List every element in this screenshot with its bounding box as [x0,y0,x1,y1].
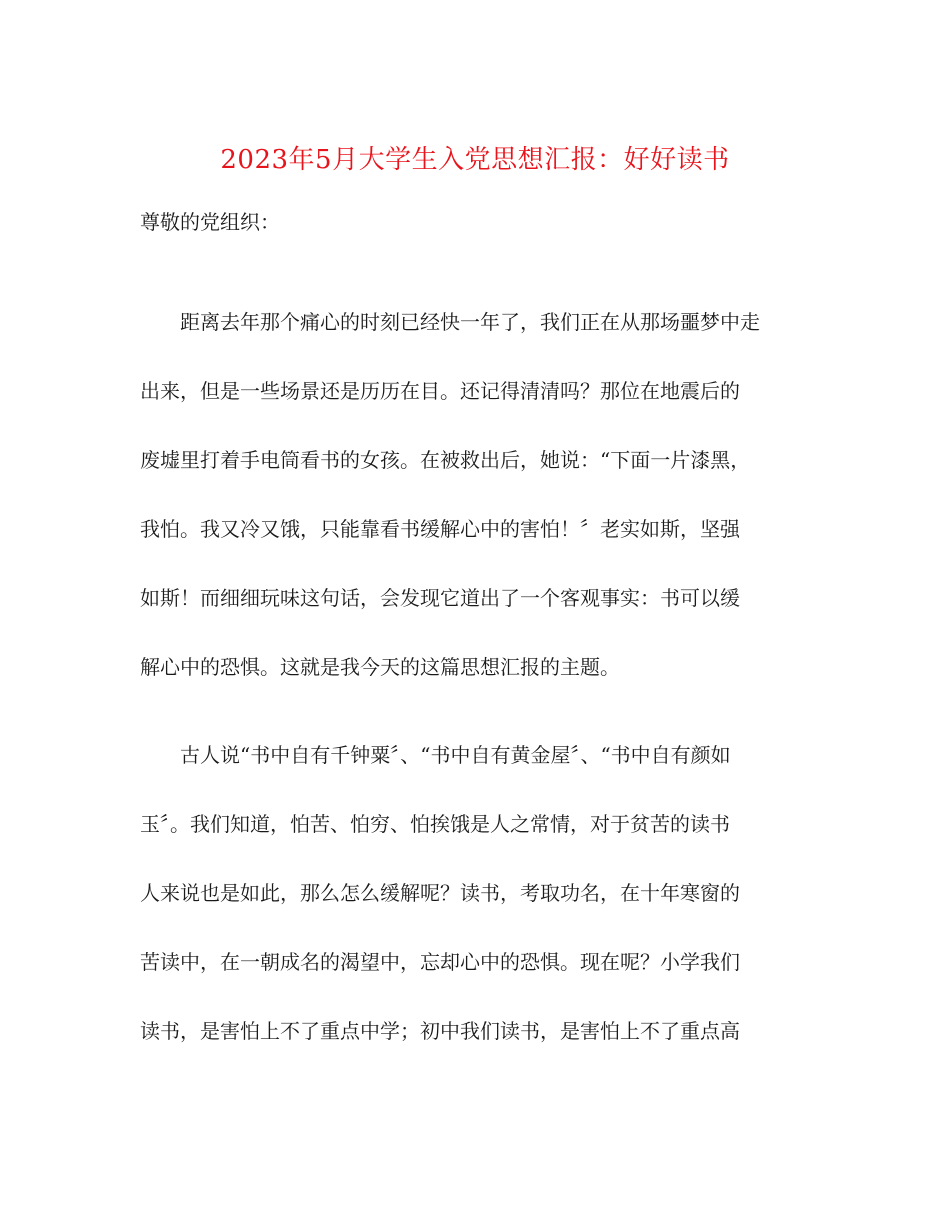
paragraph-line: 废墟里打着手电筒看书的女孩。在被救出后，她说：“下面一片漆黑， [140,448,751,472]
paragraph-line: 出来，但是一些场景还是历历在目。还记得清清吗？那位在地震后的 [140,379,740,403]
paragraph-line: 玉〞。我们知道，怕苦、怕穷、怕挨饿是人之常情，对于贫苦的读书 [140,812,730,836]
paragraph-line: 人来说也是如此，那么怎么缓解呢？读书，考取功名，在十年寒窗的 [140,881,740,905]
document-title: 2023年5月大学生入党思想汇报：好好读书 [220,145,730,175]
paragraph-line: 古人说“书中自有千钟粟〞、“书中自有黄金屋〞、“书中自有颜如 [180,743,731,767]
paragraph-line: 读书，是害怕上不了重点中学；初中我们读书，是害怕上不了重点高 [140,1019,740,1043]
paragraph-line: 距离去年那个痛心的时刻已经快一年了，我们正在从那场噩梦中走 [180,310,760,334]
paragraph-line: 苦读中，在一朝成名的渴望中，忘却心中的恐惧。现在呢？小学我们 [140,950,740,974]
paragraph-line: 我怕。我又冷又饿，只能靠看书缓解心中的害怕！〞老实如斯，坚强 [140,517,740,541]
paragraph-line: 解心中的恐惧。这就是我今天的这篇思想汇报的主题。 [140,655,620,679]
paragraph-line: 如斯！而细细玩味这句话，会发现它道出了一个客观事实：书可以缓 [140,586,740,610]
salutation: 尊敬的党组织： [140,210,280,234]
